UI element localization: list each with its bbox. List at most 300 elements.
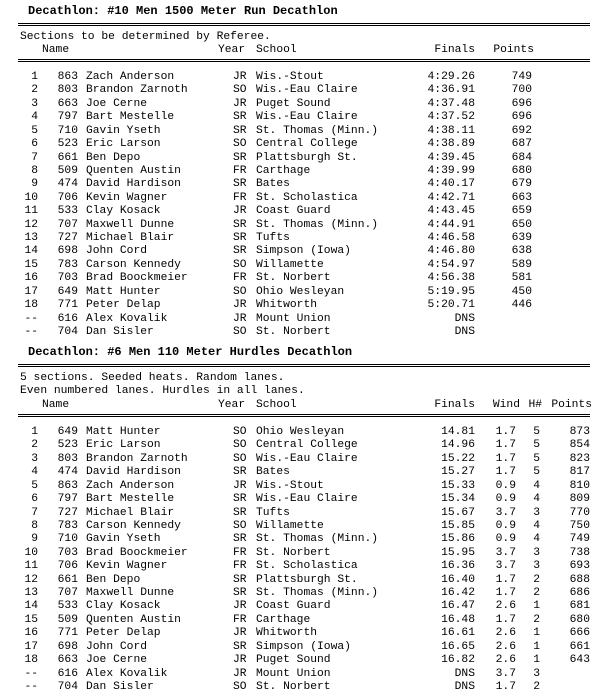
- row-school: St. Thomas (Minn.): [256, 533, 379, 546]
- row-points: 666: [569, 627, 590, 640]
- row-place: 9: [31, 533, 38, 546]
- row-finals: 16.40: [441, 573, 475, 586]
- row-finals: 4:39.99: [427, 164, 475, 177]
- row-place: 9: [31, 178, 38, 191]
- row-school: St. Norbert: [256, 546, 331, 559]
- row-place: 3: [31, 97, 38, 110]
- row-athlete-name: Joe Cerne: [86, 654, 148, 667]
- row-athlete-name: Michael Blair: [86, 506, 175, 519]
- row-bib: 803: [57, 452, 78, 465]
- row-points: 638: [511, 245, 532, 258]
- row-points: 643: [569, 654, 590, 667]
- row-finals: 4:44.91: [427, 218, 475, 231]
- row-athlete-name: Brandon Zarnoth: [86, 84, 188, 97]
- event-title-text: Decathlon: #6 Men 110 Meter Hurdles Decathlon: [28, 345, 353, 359]
- row-bib: 661: [57, 573, 78, 586]
- row-finals: 4:39.45: [427, 151, 475, 164]
- row-bib: 509: [57, 613, 78, 626]
- row-bib: 710: [57, 124, 78, 137]
- row-bib: 523: [57, 439, 78, 452]
- row-place: --: [24, 325, 38, 338]
- row-finals: 16.65: [441, 640, 475, 653]
- row-place: 6: [31, 138, 38, 151]
- row-finals: 4:36.91: [427, 84, 475, 97]
- row-heat: 2: [533, 573, 540, 586]
- row-points: 687: [511, 138, 532, 151]
- row-year: SR: [233, 533, 247, 546]
- row-place: 15: [24, 258, 38, 271]
- row-points: 749: [511, 71, 532, 83]
- row-year: JR: [233, 667, 247, 680]
- row-school: Wis.-Eau Claire: [256, 452, 358, 465]
- row-wind: 1.7: [495, 439, 516, 452]
- row-points: 680: [569, 613, 590, 626]
- row-place: 7: [31, 506, 38, 519]
- row-heat: 4: [533, 493, 540, 506]
- row-place: --: [24, 312, 38, 325]
- row-wind: 1.7: [495, 613, 516, 626]
- row-heat: 5: [533, 466, 540, 479]
- row-athlete-name: Matt Hunter: [86, 285, 161, 298]
- row-year: JR: [233, 205, 247, 218]
- row-bib: 533: [57, 205, 78, 218]
- row-athlete-name: Dan Sisler: [86, 680, 154, 693]
- title-rule: [18, 364, 590, 365]
- row-athlete-name: Michael Blair: [86, 232, 175, 245]
- row-heat: 2: [533, 613, 540, 626]
- row-points: 589: [511, 258, 532, 271]
- row-bib: 706: [57, 191, 78, 204]
- row-finals: 15.86: [441, 533, 475, 546]
- row-athlete-name: Eric Larson: [86, 439, 161, 452]
- row-bib: 771: [57, 299, 78, 312]
- row-year: SO: [233, 439, 247, 452]
- row-year: SR: [233, 573, 247, 586]
- row-athlete-name: Peter Delap: [86, 627, 161, 640]
- row-school: St. Scholastica: [256, 191, 358, 204]
- row-wind: 2.6: [495, 627, 516, 640]
- header-wind: Wind: [492, 399, 520, 411]
- row-wind: 3.7: [495, 506, 516, 519]
- row-year: JR: [233, 600, 247, 613]
- header-school: School: [256, 399, 297, 411]
- row-finals: 16.48: [441, 613, 475, 626]
- row-year: SR: [233, 218, 247, 231]
- row-place: 14: [24, 600, 38, 613]
- row-athlete-name: Clay Kosack: [86, 600, 161, 613]
- row-place: --: [24, 667, 38, 680]
- row-year: SO: [233, 84, 247, 97]
- row-year: SR: [233, 587, 247, 600]
- row-school: Bates: [256, 466, 290, 479]
- row-wind: 0.9: [495, 493, 516, 506]
- row-place: 6: [31, 493, 38, 506]
- row-place: 7: [31, 151, 38, 164]
- row-bib: 727: [57, 232, 78, 245]
- row-points: 639: [511, 232, 532, 245]
- row-athlete-name: Carson Kennedy: [86, 519, 181, 532]
- row-bib: 698: [57, 640, 78, 653]
- row-place: 17: [24, 640, 38, 653]
- row-heat: 1: [533, 600, 540, 613]
- row-heat: 3: [533, 560, 540, 573]
- row-bib: 661: [57, 151, 78, 164]
- row-year: JR: [233, 71, 247, 83]
- row-school: Central College: [256, 439, 358, 452]
- header-points: Points: [551, 399, 592, 411]
- header-name: Name: [42, 399, 70, 411]
- row-year: JR: [233, 654, 247, 667]
- row-heat: 5: [533, 452, 540, 465]
- row-heat: 5: [533, 426, 540, 438]
- row-finals: 16.42: [441, 587, 475, 600]
- row-bib: 710: [57, 533, 78, 546]
- row-school: Wis.-Eau Claire: [256, 493, 358, 506]
- row-school: St. Thomas (Minn.): [256, 218, 379, 231]
- row-points: 817: [569, 466, 590, 479]
- row-finals: DNS: [454, 312, 475, 325]
- row-school: Carthage: [256, 613, 311, 626]
- row-bib: 703: [57, 546, 78, 559]
- row-place: 14: [24, 245, 38, 258]
- row-school: Mount Union: [256, 312, 331, 325]
- row-year: JR: [233, 97, 247, 110]
- row-school: Puget Sound: [256, 97, 331, 110]
- row-school: Mount Union: [256, 667, 331, 680]
- row-school: Plattsburgh St.: [256, 573, 358, 586]
- row-points: 680: [511, 164, 532, 177]
- row-bib: 706: [57, 560, 78, 573]
- row-heat: 3: [533, 667, 540, 680]
- row-athlete-name: Brad Boockmeier: [86, 272, 188, 285]
- row-school: Whitworth: [256, 299, 318, 312]
- row-finals: 5:19.95: [427, 285, 475, 298]
- header-rule: [18, 414, 590, 415]
- row-school: St. Scholastica: [256, 560, 358, 573]
- header-finals: Finals: [434, 44, 475, 56]
- row-points: 686: [569, 587, 590, 600]
- row-place: 12: [24, 218, 38, 231]
- row-athlete-name: Kevin Wagner: [86, 191, 168, 204]
- row-school: Puget Sound: [256, 654, 331, 667]
- row-athlete-name: Quenten Austin: [86, 164, 181, 177]
- row-school: Simpson (Iowa): [256, 245, 351, 258]
- row-bib: 616: [57, 667, 78, 680]
- row-finals: 15.85: [441, 519, 475, 532]
- row-heat: 1: [533, 654, 540, 667]
- row-year: SO: [233, 138, 247, 151]
- row-school: Ohio Wesleyan: [256, 285, 345, 298]
- row-bib: 797: [57, 493, 78, 506]
- row-athlete-name: John Cord: [86, 245, 148, 258]
- row-heat: 3: [533, 546, 540, 559]
- row-finals: DNS: [454, 680, 475, 693]
- row-finals: 15.34: [441, 493, 475, 506]
- row-athlete-name: Brad Boockmeier: [86, 546, 188, 559]
- row-athlete-name: Gavin Yseth: [86, 124, 161, 137]
- row-finals: 16.47: [441, 600, 475, 613]
- row-points: 693: [569, 560, 590, 573]
- row-bib: 727: [57, 506, 78, 519]
- event-note-text: 5 sections. Seeded heats. Random lanes.: [20, 372, 285, 384]
- header-heat: H#: [528, 399, 542, 411]
- row-athlete-name: Carson Kennedy: [86, 258, 181, 271]
- row-finals: 4:38.89: [427, 138, 475, 151]
- row-school: Wis.-Stout: [256, 479, 324, 492]
- row-bib: 783: [57, 519, 78, 532]
- row-heat: 1: [533, 640, 540, 653]
- row-year: SR: [233, 506, 247, 519]
- row-place: 8: [31, 519, 38, 532]
- row-school: Whitworth: [256, 627, 318, 640]
- row-wind: 1.7: [495, 452, 516, 465]
- row-place: 17: [24, 285, 38, 298]
- row-points: 692: [511, 124, 532, 137]
- row-place: 1: [31, 71, 38, 83]
- row-bib: 783: [57, 258, 78, 271]
- row-school: Carthage: [256, 164, 311, 177]
- row-year: SR: [233, 124, 247, 137]
- row-year: SO: [233, 426, 247, 438]
- row-points: 446: [511, 299, 532, 312]
- row-finals: 4:46.80: [427, 245, 475, 258]
- header-rule: [18, 59, 590, 60]
- row-points: 450: [511, 285, 532, 298]
- row-points: 823: [569, 452, 590, 465]
- header-finals: Finals: [434, 399, 475, 411]
- row-year: FR: [233, 191, 247, 204]
- row-school: Wis.-Eau Claire: [256, 111, 358, 124]
- row-wind: 2.6: [495, 654, 516, 667]
- row-wind: 2.6: [495, 600, 516, 613]
- row-wind: 1.7: [495, 587, 516, 600]
- row-athlete-name: Matt Hunter: [86, 426, 161, 438]
- row-bib: 704: [57, 325, 78, 338]
- row-bib: 533: [57, 600, 78, 613]
- row-place: 10: [24, 546, 38, 559]
- row-wind: 3.7: [495, 546, 516, 559]
- row-bib: 707: [57, 218, 78, 231]
- row-school: Plattsburgh St.: [256, 151, 358, 164]
- row-year: SO: [233, 258, 247, 271]
- row-year: SR: [233, 466, 247, 479]
- row-athlete-name: John Cord: [86, 640, 148, 653]
- row-wind: 0.9: [495, 479, 516, 492]
- row-year: SR: [233, 245, 247, 258]
- row-place: 4: [31, 466, 38, 479]
- row-place: 12: [24, 573, 38, 586]
- row-year: SO: [233, 325, 247, 338]
- row-bib: 523: [57, 138, 78, 151]
- row-year: SR: [233, 232, 247, 245]
- row-bib: 649: [57, 426, 78, 438]
- row-athlete-name: Ben Depo: [86, 573, 141, 586]
- row-bib: 698: [57, 245, 78, 258]
- row-year: SR: [233, 178, 247, 191]
- row-bib: 663: [57, 654, 78, 667]
- row-wind: 0.9: [495, 533, 516, 546]
- row-finals: 15.67: [441, 506, 475, 519]
- row-athlete-name: David Hardison: [86, 466, 181, 479]
- row-finals: 4:37.52: [427, 111, 475, 124]
- row-athlete-name: Peter Delap: [86, 299, 161, 312]
- row-finals: 15.27: [441, 466, 475, 479]
- row-athlete-name: Eric Larson: [86, 138, 161, 151]
- row-heat: 3: [533, 506, 540, 519]
- row-points: 681: [569, 600, 590, 613]
- row-finals: 4:38.11: [427, 124, 475, 137]
- event-note-text: Sections to be determined by Referee.: [20, 31, 271, 43]
- row-place: 2: [31, 439, 38, 452]
- row-finals: 16.82: [441, 654, 475, 667]
- row-bib: 474: [57, 178, 78, 191]
- row-school: St. Norbert: [256, 680, 331, 693]
- row-year: FR: [233, 546, 247, 559]
- row-bib: 509: [57, 164, 78, 177]
- row-bib: 863: [57, 479, 78, 492]
- row-points: 696: [511, 97, 532, 110]
- row-year: FR: [233, 613, 247, 626]
- row-place: 13: [24, 587, 38, 600]
- row-bib: 663: [57, 97, 78, 110]
- row-athlete-name: Ben Depo: [86, 151, 141, 164]
- row-wind: 2.6: [495, 640, 516, 653]
- row-place: 4: [31, 111, 38, 124]
- row-points: 750: [569, 519, 590, 532]
- row-place: 10: [24, 191, 38, 204]
- row-points: 581: [511, 272, 532, 285]
- row-year: JR: [233, 312, 247, 325]
- row-points: 809: [569, 493, 590, 506]
- row-finals: 4:56.38: [427, 272, 475, 285]
- row-points: 679: [511, 178, 532, 191]
- row-wind: 3.7: [495, 667, 516, 680]
- row-bib: 707: [57, 587, 78, 600]
- row-year: JR: [233, 627, 247, 640]
- row-place: 13: [24, 232, 38, 245]
- row-wind: 1.7: [495, 680, 516, 693]
- row-year: SR: [233, 151, 247, 164]
- row-bib: 649: [57, 285, 78, 298]
- row-athlete-name: Alex Kovalik: [86, 667, 168, 680]
- row-bib: 797: [57, 111, 78, 124]
- row-year: FR: [233, 164, 247, 177]
- row-finals: 14.81: [441, 426, 475, 438]
- header-points: Points: [493, 44, 534, 56]
- row-points: 700: [511, 84, 532, 97]
- row-year: JR: [233, 299, 247, 312]
- row-points: 663: [511, 191, 532, 204]
- row-place: 11: [24, 205, 38, 218]
- row-athlete-name: Zach Anderson: [86, 71, 175, 83]
- row-place: --: [24, 680, 38, 693]
- row-athlete-name: Gavin Yseth: [86, 533, 161, 546]
- row-school: Bates: [256, 178, 290, 191]
- row-points: 749: [569, 533, 590, 546]
- row-points: 659: [511, 205, 532, 218]
- row-finals: 14.96: [441, 439, 475, 452]
- row-heat: 5: [533, 439, 540, 452]
- row-points: 661: [569, 640, 590, 653]
- row-year: SO: [233, 452, 247, 465]
- row-athlete-name: Bart Mestelle: [86, 111, 175, 124]
- row-finals: DNS: [454, 325, 475, 338]
- row-school: Central College: [256, 138, 358, 151]
- row-year: SO: [233, 285, 247, 298]
- row-school: Tufts: [256, 232, 290, 245]
- row-year: SR: [233, 111, 247, 124]
- row-bib: 616: [57, 312, 78, 325]
- row-wind: 3.7: [495, 560, 516, 573]
- row-year: SR: [233, 640, 247, 653]
- row-place: 3: [31, 452, 38, 465]
- row-place: 15: [24, 613, 38, 626]
- row-athlete-name: Brandon Zarnoth: [86, 452, 188, 465]
- row-points: 738: [569, 546, 590, 559]
- row-year: SR: [233, 493, 247, 506]
- row-athlete-name: Kevin Wagner: [86, 560, 168, 573]
- header-year: Year: [218, 44, 246, 56]
- row-place: 1: [31, 426, 38, 438]
- row-bib: 863: [57, 71, 78, 83]
- row-points: 696: [511, 111, 532, 124]
- row-points: 650: [511, 218, 532, 231]
- row-wind: 1.7: [495, 466, 516, 479]
- row-points: 873: [569, 426, 590, 438]
- row-athlete-name: Alex Kovalik: [86, 312, 168, 325]
- row-athlete-name: Maxwell Dunne: [86, 587, 175, 600]
- row-athlete-name: Clay Kosack: [86, 205, 161, 218]
- row-heat: 4: [533, 479, 540, 492]
- row-school: St. Norbert: [256, 325, 331, 338]
- row-wind: 1.7: [495, 573, 516, 586]
- title-rule: [18, 23, 590, 24]
- row-athlete-name: David Hardison: [86, 178, 181, 191]
- row-heat: 1: [533, 627, 540, 640]
- row-place: 16: [24, 627, 38, 640]
- row-wind: 0.9: [495, 519, 516, 532]
- row-finals: 4:37.48: [427, 97, 475, 110]
- row-school: Willamette: [256, 519, 324, 532]
- row-points: 684: [511, 151, 532, 164]
- row-bib: 803: [57, 84, 78, 97]
- row-place: 18: [24, 299, 38, 312]
- row-school: St. Thomas (Minn.): [256, 587, 379, 600]
- row-points: 770: [569, 506, 590, 519]
- row-year: JR: [233, 479, 247, 492]
- row-place: 11: [24, 560, 38, 573]
- row-school: Simpson (Iowa): [256, 640, 351, 653]
- row-year: FR: [233, 272, 247, 285]
- header-name: Name: [42, 44, 70, 56]
- row-bib: 704: [57, 680, 78, 693]
- row-athlete-name: Bart Mestelle: [86, 493, 175, 506]
- row-athlete-name: Maxwell Dunne: [86, 218, 175, 231]
- row-heat: 4: [533, 519, 540, 532]
- row-athlete-name: Zach Anderson: [86, 479, 175, 492]
- row-athlete-name: Dan Sisler: [86, 325, 154, 338]
- row-finals: 4:29.26: [427, 71, 475, 83]
- row-place: 5: [31, 479, 38, 492]
- row-finals: 4:43.45: [427, 205, 475, 218]
- event-title-text: Decathlon: #10 Men 1500 Meter Run Decathlon: [28, 4, 338, 18]
- row-school: Tufts: [256, 506, 290, 519]
- row-year: FR: [233, 560, 247, 573]
- row-place: 16: [24, 272, 38, 285]
- row-school: Wis.-Eau Claire: [256, 84, 358, 97]
- row-finals: 16.36: [441, 560, 475, 573]
- row-year: SO: [233, 680, 247, 693]
